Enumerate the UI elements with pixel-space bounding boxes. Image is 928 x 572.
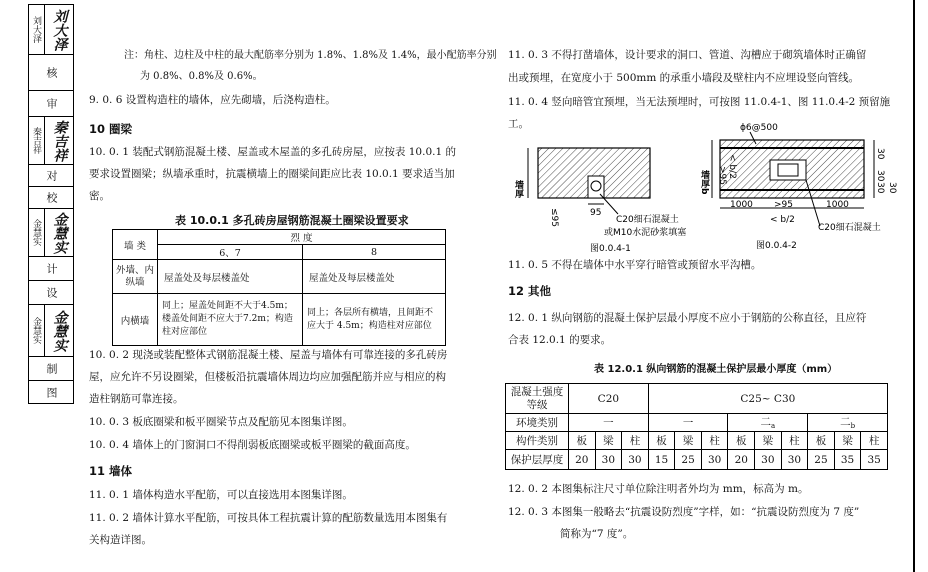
pipe-groove xyxy=(588,176,604,198)
title-block-label: 校 xyxy=(45,192,58,203)
clause-12-0-2: 12. 0. 2 本图集标注尺寸单位除注明者外均为 mm，标高为 m。 xyxy=(508,483,809,495)
table-cell: 30 xyxy=(622,450,649,470)
dim-le95: ≤95 xyxy=(549,208,559,227)
dim-30: 30 xyxy=(887,182,897,194)
clause-11-0-1: 11. 0. 1 墙体构造水平配筋，可以直接选用本图集详图。 xyxy=(89,489,353,501)
dim-95: 95 xyxy=(590,208,602,218)
title-block-cell xyxy=(29,91,73,117)
label-wall-thickness-b: 墙厚b xyxy=(699,170,709,195)
title-block-label: 设 xyxy=(45,287,58,298)
dim-1000: 1000 xyxy=(826,200,849,210)
clause-10-0-3: 10. 0. 3 板底圈梁和板平圈梁节点及配筋见本图集详图。 xyxy=(89,416,353,428)
title-block-label: 对 xyxy=(45,170,58,181)
table-header: 墙 类 xyxy=(113,230,158,260)
label-c20: C20细石混凝土 xyxy=(818,223,881,233)
clause-10-0-1: 10. 0. 1 装配式钢筋混凝土楼、屋盖或木屋盖的多孔砖房屋，应按表 10.0.1 的 xyxy=(89,146,456,158)
env-class: 二 xyxy=(760,416,771,429)
page-border xyxy=(913,0,915,572)
dim-gt95: >95 xyxy=(774,200,793,210)
table-cell: 同上；屋盖处间距不大于4.5m；楼盖处间距不应大于7.2m；构造柱对应部位 xyxy=(158,294,303,346)
table-cell xyxy=(808,414,888,432)
table-cell: 屋盖处及每层楼盖处 xyxy=(303,260,446,294)
table-cell: 一 xyxy=(648,414,728,432)
title-block-cell xyxy=(29,165,73,187)
table-cell: 柱 xyxy=(861,432,888,450)
clause-10-0-4: 10. 0. 4 墙体上的门窗洞口不得削弱板底圈梁或板平圈梁的截面高度。 xyxy=(89,439,416,451)
title-block xyxy=(28,4,74,404)
table-cell: 屋盖处及每层楼盖处 xyxy=(158,260,303,294)
table-cell: 梁 xyxy=(834,432,861,450)
table-cell: 梁 xyxy=(595,432,622,450)
title-block-cell xyxy=(29,5,73,55)
table-cell: 30 xyxy=(781,450,808,470)
title-block-cell xyxy=(29,209,73,257)
title-block-name: 金慧实 xyxy=(29,305,45,356)
table-cell: 板 xyxy=(569,432,596,450)
clause-text: 合表 12.0.1 的要求。 xyxy=(508,334,612,346)
table-header: 6、7 xyxy=(158,245,303,260)
clause-text: 出或预埋，在宽度小于 500mm 的承重小墙段及壁柱内不应埋设竖向管线。 xyxy=(508,72,860,84)
table-header: 环境类别 xyxy=(506,414,569,432)
title-block-name: 刘大泽 xyxy=(29,5,45,54)
figure-caption: 图0.0.4-2 xyxy=(756,241,797,251)
clause-9-0-6: 9. 0. 6 设置构造柱的墙体，应先砌墙，后浇构造柱。 xyxy=(89,94,336,106)
table-cell: 20 xyxy=(728,450,755,470)
signature: 金慧实 xyxy=(51,211,68,254)
table-header: C20 xyxy=(569,384,649,414)
clause-text: 造柱钢筋可靠连接。 xyxy=(89,393,184,405)
table-cell: 柱 xyxy=(781,432,808,450)
clause-11-0-4: 11. 0. 4 竖向暗管宜预埋，当无法预埋时，可按图 11.0.4-1、图 11.0.4-2 预留施 xyxy=(508,96,891,108)
clause-12-0-3: 12. 0. 3 本图集一般略去“抗震设防烈度”字样，如：“抗震设防烈度为 7 度” xyxy=(508,506,860,518)
title-block-name: 秦吉祥 xyxy=(29,117,45,164)
note: 为 0.8%、0.8%及 0.6%。 xyxy=(140,71,263,82)
table-title: 表 12.0.1 纵向钢筋的混凝土保护层最小厚度（mm） xyxy=(594,364,838,375)
section-heading: 11 墙体 xyxy=(89,464,133,478)
table-cell: 35 xyxy=(861,450,888,470)
title-block-cell xyxy=(29,357,73,381)
clause-11-0-5: 11. 0. 5 不得在墙体中水平穿行暗管或预留水平沟槽。 xyxy=(508,259,762,271)
table-cell: 梁 xyxy=(675,432,702,450)
label-wall-thickness: 墙厚 xyxy=(513,180,523,198)
label-c20: C20细石混凝土 xyxy=(616,215,679,225)
signature: 金慧实 xyxy=(51,309,68,352)
clause-text: 简称为“7 度”。 xyxy=(560,528,634,540)
table-cell: 25 xyxy=(808,450,835,470)
table-header: 混凝土强度等级 xyxy=(506,384,569,414)
clause-text: 要求设置圈梁；纵墙承重时，抗震横墙上的圈梁间距应比表 10.0.1 要求适当加 xyxy=(89,168,455,180)
title-block-cell xyxy=(29,281,73,305)
table-header: 烈 度 xyxy=(158,230,446,245)
section-heading: 10 圈梁 xyxy=(89,122,133,136)
clause-12-0-1: 12. 0. 1 纵向钢筋的混凝土保护层最小厚度不应小于钢筋的公称直径，且应符 xyxy=(508,312,867,324)
dim-30: 30 xyxy=(875,148,885,160)
table-cell: 板 xyxy=(728,432,755,450)
table-cell: 板 xyxy=(808,432,835,450)
table-header: 8 xyxy=(303,245,446,260)
label-rebar: ϕ6@500 xyxy=(740,123,778,133)
table-cell: 同上；各层所有横墙，且间距不应大于 4.5m；构造柱对应部位 xyxy=(303,294,446,346)
signature: 刘大泽 xyxy=(51,8,68,51)
title-block-cell xyxy=(29,187,73,209)
title-block-label: 计 xyxy=(45,263,58,274)
table-header: 保护层厚度 xyxy=(506,450,569,470)
title-block-label: 审 xyxy=(45,98,58,109)
signature: 秦吉祥 xyxy=(51,119,68,162)
table-cell: 板 xyxy=(648,432,675,450)
clause-text: 屋，应允许不另设圈梁，但楼板沿抗震墙体周边均应加强配筋并应与相应的构 xyxy=(89,371,446,383)
label-m10: 或M10水泥砂浆填塞 xyxy=(604,228,687,238)
table-cell: 35 xyxy=(834,450,861,470)
table-cell: 一 xyxy=(569,414,649,432)
table-header: C25~ C30 xyxy=(648,384,887,414)
env-sub: b xyxy=(850,422,856,431)
table-cell: 梁 xyxy=(755,432,782,450)
title-block-name: 金慧实 xyxy=(29,209,45,256)
env-sub: a xyxy=(770,422,776,431)
table-cell: 25 xyxy=(675,450,702,470)
table-cell: 柱 xyxy=(622,432,649,450)
dim-30: 30 xyxy=(875,182,885,194)
table-12-0-1 xyxy=(505,383,888,470)
title-block-label: 制 xyxy=(45,363,58,374)
clause-text: 密。 xyxy=(89,190,110,202)
title-block-cell xyxy=(29,257,73,281)
note: 注：角柱、边柱及中柱的最大配筋率分别为 1.8%、1.8%及 1.4%，最小配筋率分别 xyxy=(124,50,497,61)
table-cell: 30 xyxy=(755,450,782,470)
dim-30: 30 xyxy=(875,170,885,182)
table-cell: 30 xyxy=(701,450,728,470)
table-cell: 外墙、内纵墙 xyxy=(113,260,158,294)
table-header: 构件类别 xyxy=(506,432,569,450)
table-cell: 内横墙 xyxy=(113,294,158,346)
figure-pipe-details xyxy=(508,118,918,256)
table-cell: 30 xyxy=(595,450,622,470)
table-cell: 柱 xyxy=(701,432,728,450)
table-title: 表 10.0.1 多孔砖房屋钢筋混凝土圈梁设置要求 xyxy=(175,214,409,227)
clause-text: 关构造详图。 xyxy=(89,534,152,546)
clause-11-0-3: 11. 0. 3 不得打凿墙体，设计要求的洞口、管道、沟槽应于砌筑墙体时正确留 xyxy=(508,49,867,61)
clause-10-0-2: 10. 0. 2 现浇或装配整体式钢筋混凝土楼、屋盖与墙体有可靠连接的多孔砖房 xyxy=(89,349,448,361)
title-block-cell xyxy=(29,305,73,357)
table-10-0-1 xyxy=(112,229,446,346)
table-cell: 20 xyxy=(569,450,596,470)
clause-11-0-2: 11. 0. 2 墙体计算水平配筋，可按具体工程抗震计算的配筋数量选用本图集有 xyxy=(89,512,448,524)
dim-1000: 1000 xyxy=(730,200,753,210)
clause-text: 工。 xyxy=(508,118,529,130)
dim-gt95: >95 xyxy=(717,166,727,185)
table-cell xyxy=(728,414,808,432)
figure-caption: 图0.0.4-1 xyxy=(590,244,631,254)
env-class: 二 xyxy=(840,416,851,429)
title-block-cell xyxy=(29,55,73,91)
title-block-label: 图 xyxy=(45,386,58,398)
title-block-cell xyxy=(29,117,73,165)
dim-lt-b2: < b/2 xyxy=(727,154,737,179)
table-cell: 15 xyxy=(648,450,675,470)
section-heading: 12 其他 xyxy=(508,284,552,298)
title-block-cell xyxy=(29,381,73,403)
dim-lt-b2: < b/2 xyxy=(770,215,795,225)
title-block-label: 核 xyxy=(45,67,58,78)
pipe-groove xyxy=(770,160,806,180)
